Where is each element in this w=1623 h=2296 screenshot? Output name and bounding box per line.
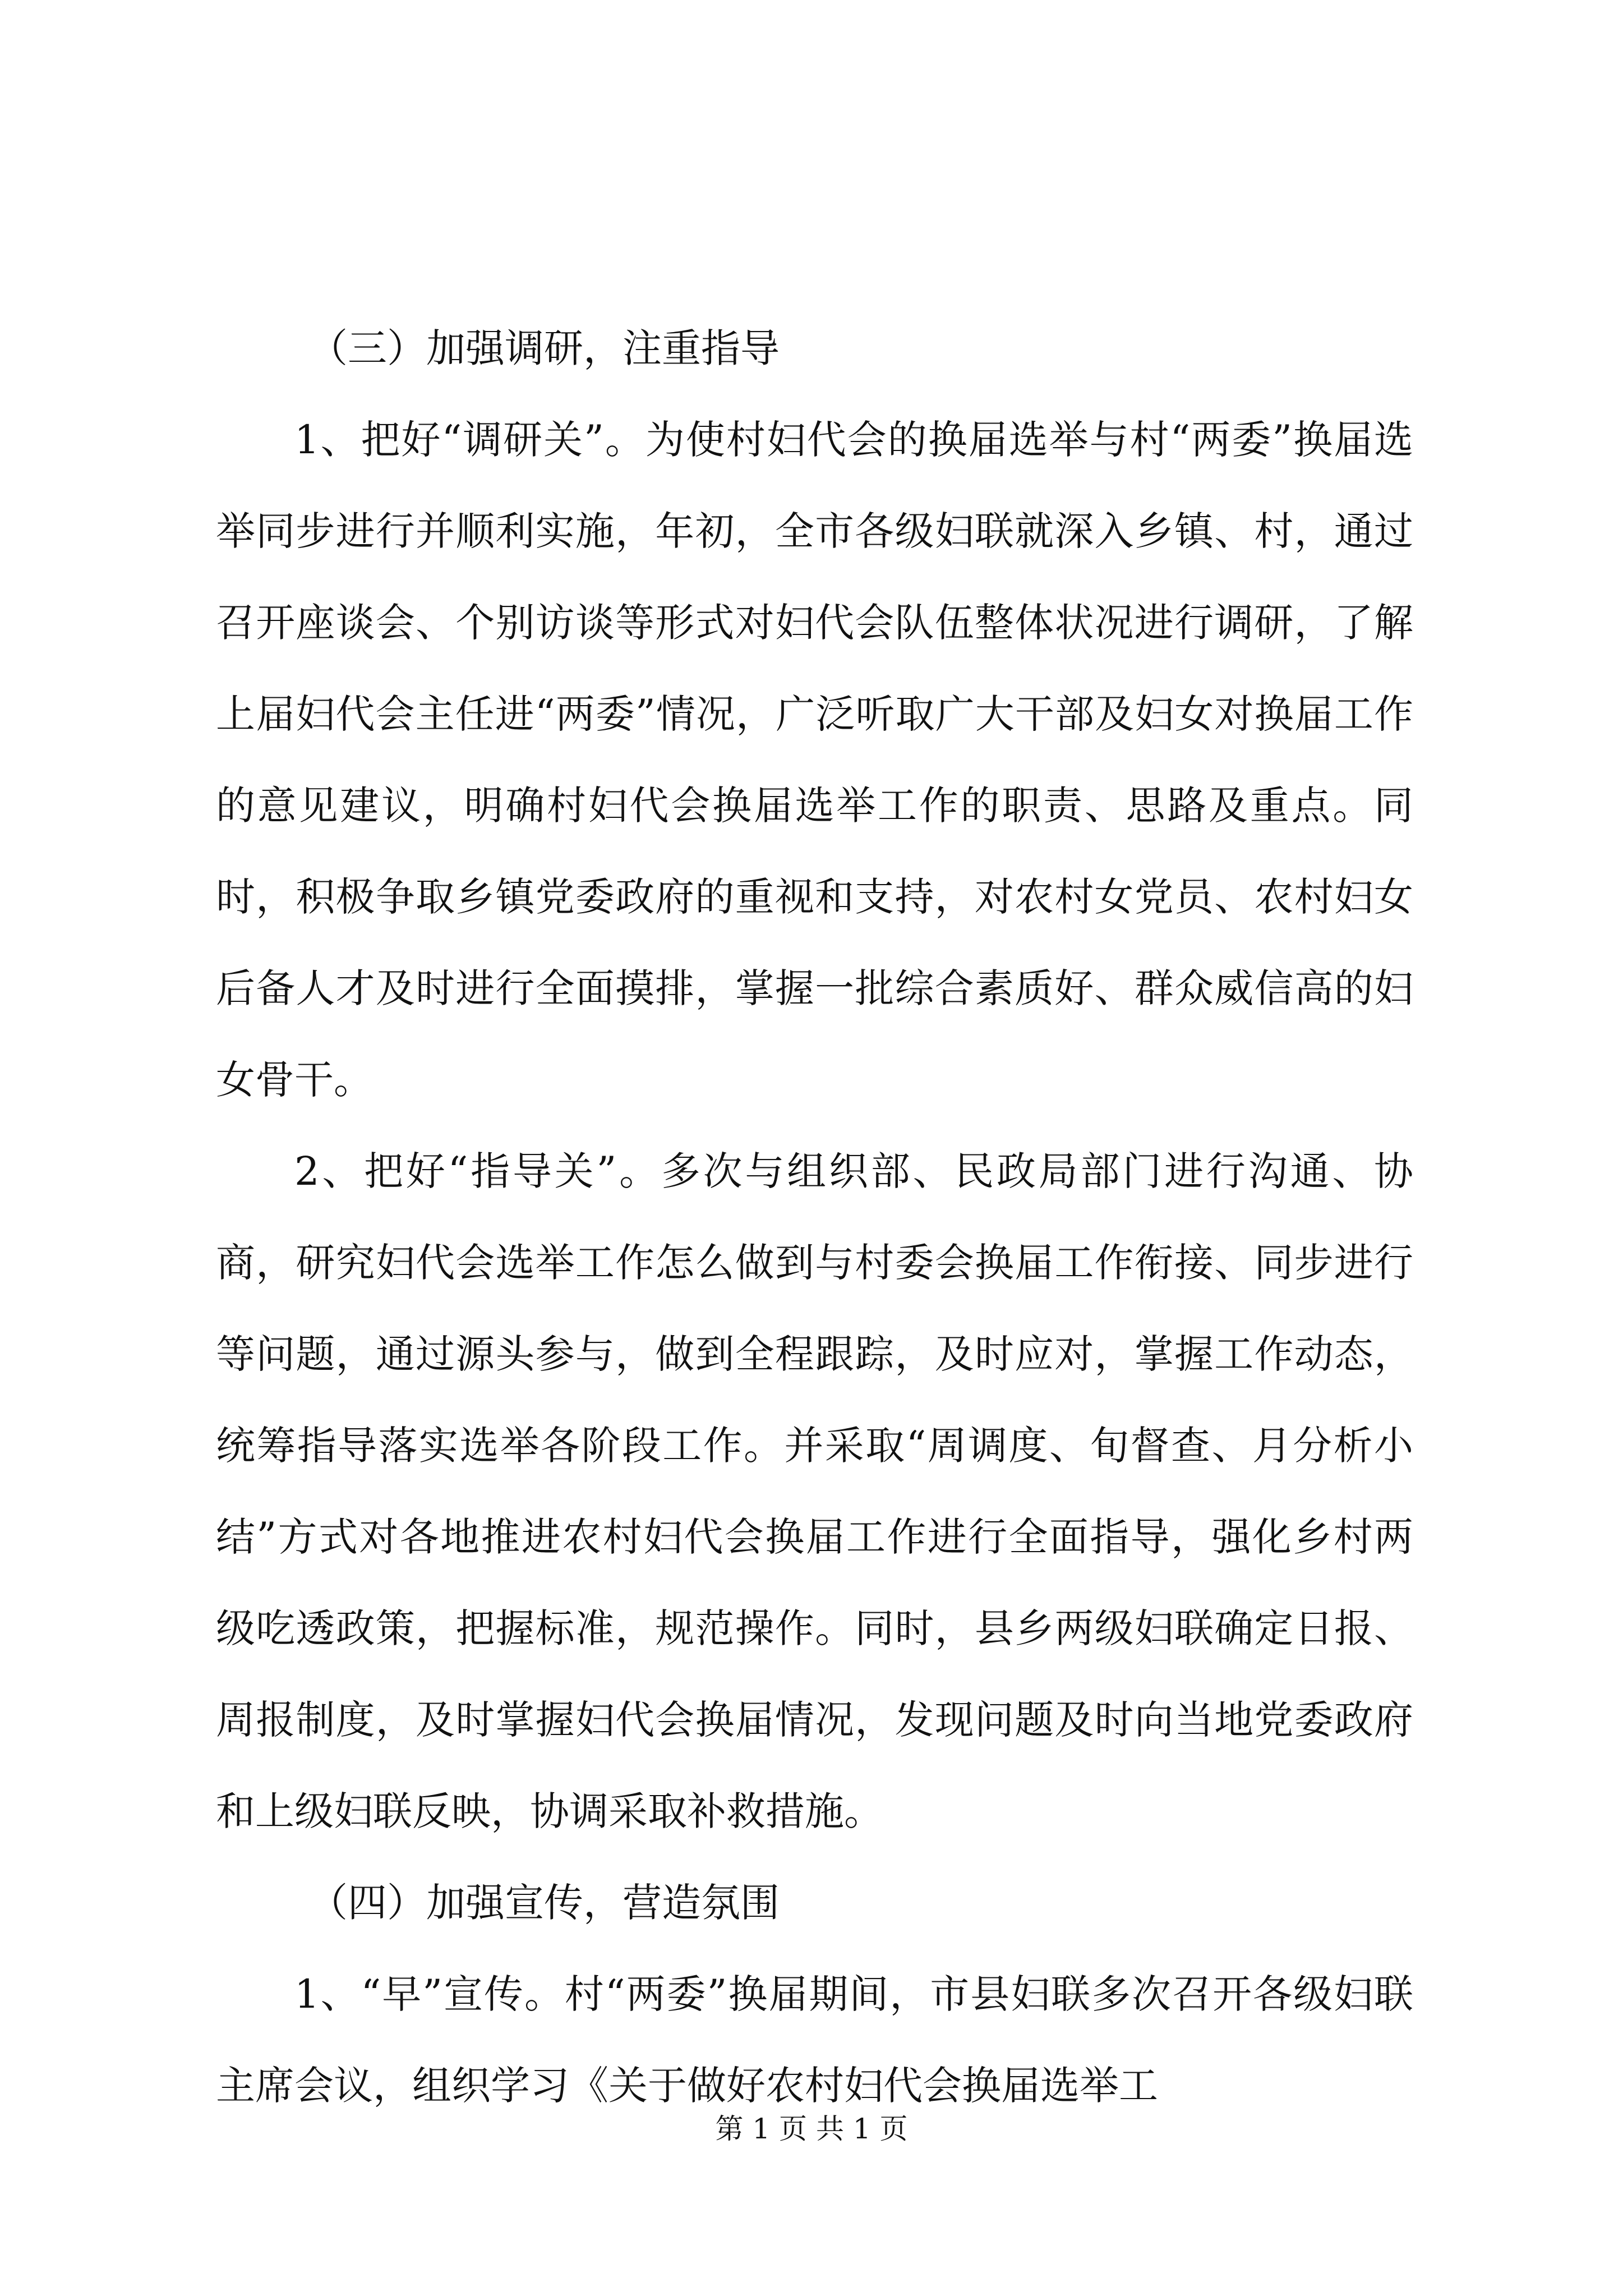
section-heading: （三）加强调研，注重指导 [308,325,780,371]
document-body [216,303,1413,2132]
paragraph: 1、把好“调研关”。为使村妇代会的换届选举与村“两委”换届选举同步进行并顺利实施，年初，全市各级妇联就深入乡镇、村，通过召开座谈会、个别访谈等形式对妇代会队伍整体状况进行调研，了解上届妇代会主任进“两委”情况，广泛听取广大干部及妇女对换届工作的意见建议，明确村妇代会换届选举工作的职责、思路及重点。同时，积极争取乡镇党委政府的重视和支持，对农村女党员、农村妇女后备人才及时进行全面摸排，掌握一批综合素质好、群众威信高的妇女骨干。 [216,417,1413,1103]
paragraph: 2、把好“指导关”。多次与组织部、民政局部门进行沟通、协商，研究妇代会选举工作怎么做到与村委会换届工作衔接、同步进行等问题，通过源头参与，做到全程跟踪，及时应对，掌握工作动态，统筹指导落实选举各阶段工作。并采取“周调度、旬督查、月分析小结”方式对各地推进农村妇代会换届工作进行全面指导，强化乡村两级吃透政策，把握标准，规范操作。同时，县乡两级妇联确定日报、周报制度，及时掌握妇代会换届情况，发现问题及时向当地党委政府和上级妇联反映，协调采取补救措施。 [216,1148,1413,1834]
paragraph: 1、“早”宣传。村“两委”换届期间，市县妇联多次召开各级妇联主席会议，组织学习《关于做好农村妇代会换届选举工 [216,1971,1413,2109]
section-heading: （四）加强宣传，营造氛围 [308,1880,780,1926]
page-number-footer: 第 1 页 共 1 页 [715,2113,908,2145]
